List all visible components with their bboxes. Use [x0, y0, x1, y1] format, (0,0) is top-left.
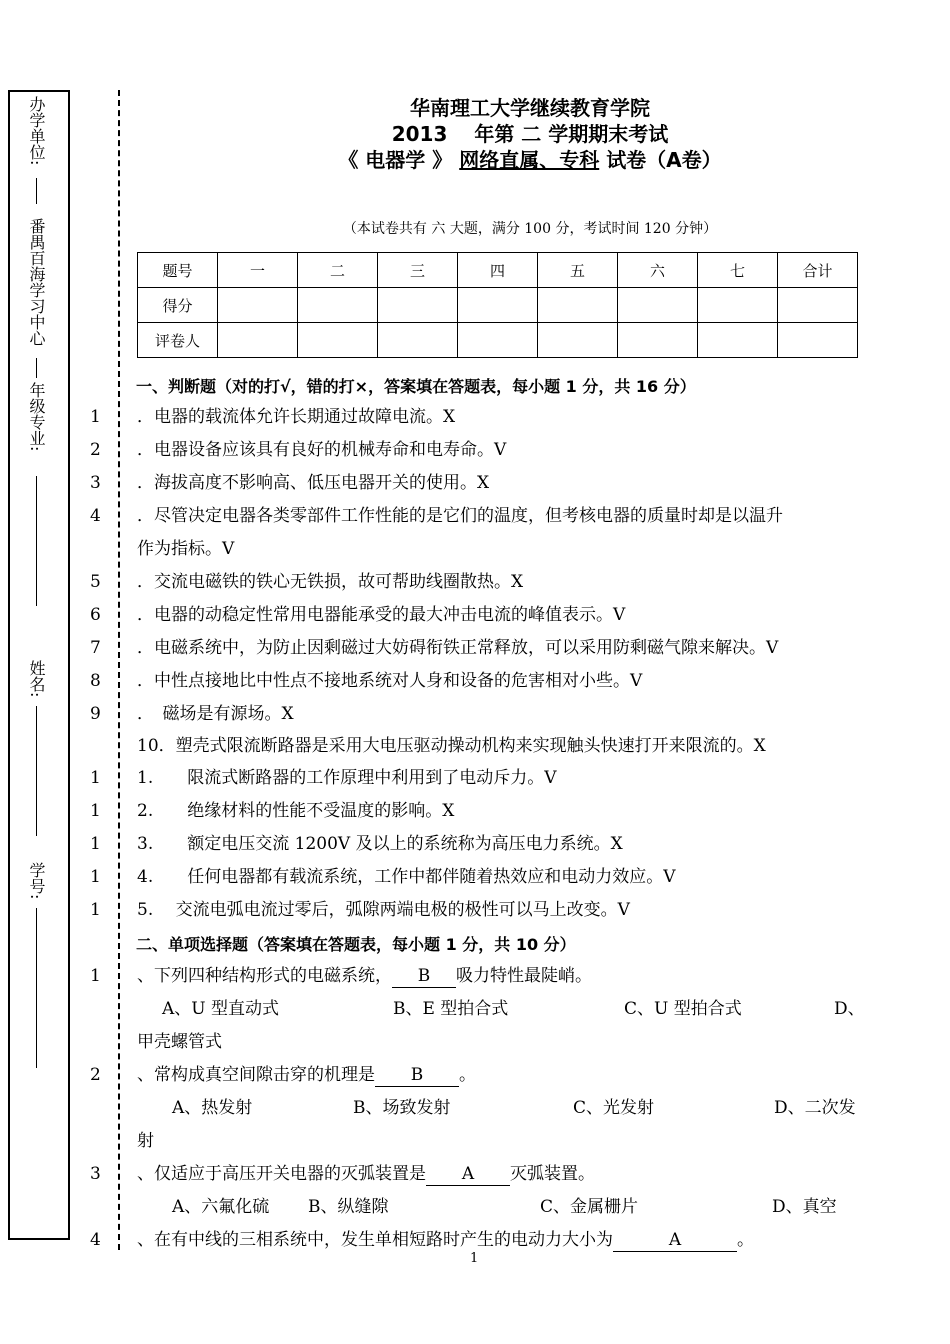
- question-number: 1: [90, 867, 101, 887]
- question-text-end: 。: [459, 1065, 476, 1085]
- exam-institution: 华南理工大学继续教育学院: [410, 96, 650, 120]
- major-input-line[interactable]: [36, 476, 37, 606]
- question-number: 5: [90, 572, 101, 592]
- binding-dashed-line: [118, 90, 120, 1250]
- score-header-cell: 一: [218, 253, 298, 288]
- question-number: 1: [90, 768, 101, 788]
- question-text: 、下列四种结构形式的电磁系统，: [137, 966, 392, 986]
- answer-blank[interactable]: B: [375, 1064, 459, 1087]
- score-row-label: 评卷人: [138, 323, 218, 358]
- name-input-line[interactable]: [36, 706, 37, 836]
- question-text-end: 吸力特性最陡峭。: [456, 966, 592, 986]
- question-text: ．电器的载流体允许长期通过故障电流。X: [137, 407, 456, 427]
- exam-term: 2013 年第 二 学期期末考试: [391, 122, 669, 146]
- score-cell[interactable]: [618, 288, 698, 323]
- question-number: 4: [90, 506, 101, 526]
- question-number: 6: [90, 605, 101, 625]
- score-row-label: 得分: [138, 288, 218, 323]
- question-text: 2. 绝缘材料的性能不受温度的影响。X: [137, 801, 455, 821]
- question-text: ． 磁场是有源场。X: [137, 704, 294, 724]
- option-a: A、U 型直动式: [162, 999, 280, 1019]
- option-d: D、二次发: [774, 1098, 856, 1118]
- paper-label: 试卷（A卷）: [606, 148, 722, 172]
- option-c: C、U 型拍合式: [624, 999, 742, 1019]
- score-cell[interactable]: [218, 288, 298, 323]
- question-number: 1: [90, 966, 101, 986]
- score-cell[interactable]: [458, 323, 538, 358]
- score-header-cell: 三: [378, 253, 458, 288]
- question-number: 4: [90, 1230, 101, 1250]
- school-value-line: [36, 358, 37, 378]
- question-text: ．中性点接地比中性点不接地系统对人身和设备的危害相对小些。V: [137, 671, 643, 691]
- question-text: 10．塑壳式限流断路器是采用大电压驱动操动机构来实现触头快速打开来限流的。X: [137, 736, 766, 756]
- question-number: 8: [90, 671, 101, 691]
- question-text: 3. 额定电压交流 1200V 及以上的系统称为高压电力系统。X: [137, 834, 623, 854]
- score-table-row: [138, 288, 858, 323]
- score-header-cell: 五: [538, 253, 618, 288]
- option-a: A、热发射: [172, 1098, 253, 1118]
- question-text: 4. 任何电器都有载流系统，工作中都伴随着热效应和电动力效应。V: [137, 867, 676, 887]
- school-label: 办学单位:: [27, 96, 46, 166]
- question-number: 3: [90, 473, 101, 493]
- course-type: 网络直属、专科: [459, 148, 600, 172]
- score-header-cell: 七: [698, 253, 778, 288]
- option-a: A、六氟化硫: [172, 1197, 270, 1217]
- course-name: 《 电器学 》: [338, 148, 453, 172]
- score-table: [137, 252, 858, 358]
- section2-title: 二、单项选择题（答案填在答题表，每小题 1 分，共 10 分）: [136, 935, 576, 954]
- question-text: 、仅适应于高压开关电器的灭弧装置是: [137, 1164, 426, 1184]
- section1-title: 一、判断题（对的打√，错的打×，答案填在答题表，每小题 1 分，共 16 分）: [136, 377, 696, 396]
- question-number: 2: [90, 1065, 101, 1085]
- option-d: D、真空: [772, 1197, 837, 1217]
- question-number: 1: [90, 834, 101, 854]
- question-number: 1: [90, 801, 101, 821]
- score-cell[interactable]: [218, 323, 298, 358]
- binding-info-box: [8, 90, 70, 1240]
- question-text: ．电磁系统中，为防止因剩磁过大妨碍衔铁正常释放，可以采用防剩磁气隙来解决。V: [137, 638, 779, 658]
- question-text: ．海拔高度不影响高、低压电器开关的使用。X: [137, 473, 490, 493]
- mc-question: [137, 1163, 595, 1186]
- question-text: 、在有中线的三相系统中，发生单相短路时产生的电动力大小为: [137, 1230, 613, 1250]
- question-text-cont: 作为指标。V: [137, 539, 235, 559]
- question-number: 9: [90, 704, 101, 724]
- answer-blank[interactable]: A: [613, 1229, 737, 1252]
- option-b: B、纵缝隙: [308, 1197, 389, 1217]
- option-b: B、场致发射: [353, 1098, 451, 1118]
- score-cell[interactable]: [378, 323, 458, 358]
- score-cell[interactable]: [778, 323, 858, 358]
- score-cell[interactable]: [618, 323, 698, 358]
- score-cell[interactable]: [778, 288, 858, 323]
- option-d-cont: 射: [137, 1131, 154, 1151]
- score-cell[interactable]: [698, 288, 778, 323]
- answer-blank[interactable]: A: [426, 1163, 510, 1186]
- question-text: 、常构成真空间隙击穿的机理是: [137, 1065, 375, 1085]
- exam-title: [120, 144, 940, 173]
- score-cell[interactable]: [538, 288, 618, 323]
- score-cell[interactable]: [298, 323, 378, 358]
- score-header-cell: 六: [618, 253, 698, 288]
- mc-question: [137, 965, 592, 988]
- score-cell[interactable]: [298, 288, 378, 323]
- id-input-line[interactable]: [36, 908, 37, 1068]
- score-cell[interactable]: [538, 323, 618, 358]
- question-number: 1: [90, 900, 101, 920]
- mc-question: [137, 1229, 754, 1252]
- score-header-cell: 题号: [138, 253, 218, 288]
- answer-blank[interactable]: B: [392, 965, 456, 988]
- school-label-line: [36, 178, 37, 204]
- score-header-cell: 四: [458, 253, 538, 288]
- score-cell[interactable]: [378, 288, 458, 323]
- score-cell[interactable]: [698, 323, 778, 358]
- question-number: 1: [90, 407, 101, 427]
- option-c: C、金属栅片: [540, 1197, 639, 1217]
- question-text-end: 灭弧装置。: [510, 1164, 595, 1184]
- option-d: D、: [834, 999, 865, 1019]
- exam-info: （本试卷共有 六 大题，满分 100 分，考试时间 120 分钟）: [342, 221, 718, 237]
- question-text: ．尽管决定电器各类零部件工作性能的是它们的温度，但考核电器的质量时却是以温升: [137, 506, 783, 526]
- question-text: ．电器设备应该具有良好的机械寿命和电寿命。V: [137, 440, 507, 460]
- option-d-cont: 甲壳螺管式: [137, 1032, 222, 1052]
- question-text: ．交流电磁铁的铁心无铁损，故可帮助线圈散热。X: [137, 572, 524, 592]
- name-label: 姓名:: [27, 660, 46, 698]
- score-header-cell: 二: [298, 253, 378, 288]
- score-cell[interactable]: [458, 288, 538, 323]
- question-text: ．电器的动稳定性常用电器能承受的最大冲击电流的峰值表示。V: [137, 605, 626, 625]
- score-header-cell: 合计: [778, 253, 858, 288]
- score-table-row: [138, 323, 858, 358]
- mc-question: [137, 1064, 476, 1087]
- school-value: 番禺百海学习中心: [27, 218, 46, 346]
- question-number: 7: [90, 638, 101, 658]
- option-b: B、E 型拍合式: [393, 999, 509, 1019]
- question-number: 2: [90, 440, 101, 460]
- major-label: 年级专业:: [27, 382, 46, 452]
- option-c: C、光发射: [573, 1098, 655, 1118]
- question-number: 3: [90, 1164, 101, 1184]
- question-text-end: 。: [737, 1230, 754, 1250]
- page-number: 1: [470, 1251, 479, 1266]
- id-label: 学号:: [27, 862, 46, 900]
- question-text: 5. 交流电弧电流过零后，弧隙两端电极的极性可以马上改变。V: [137, 900, 630, 920]
- question-text: 1. 限流式断路器的工作原理中利用到了电动斥力。V: [137, 768, 557, 788]
- score-table-header-row: [138, 253, 858, 288]
